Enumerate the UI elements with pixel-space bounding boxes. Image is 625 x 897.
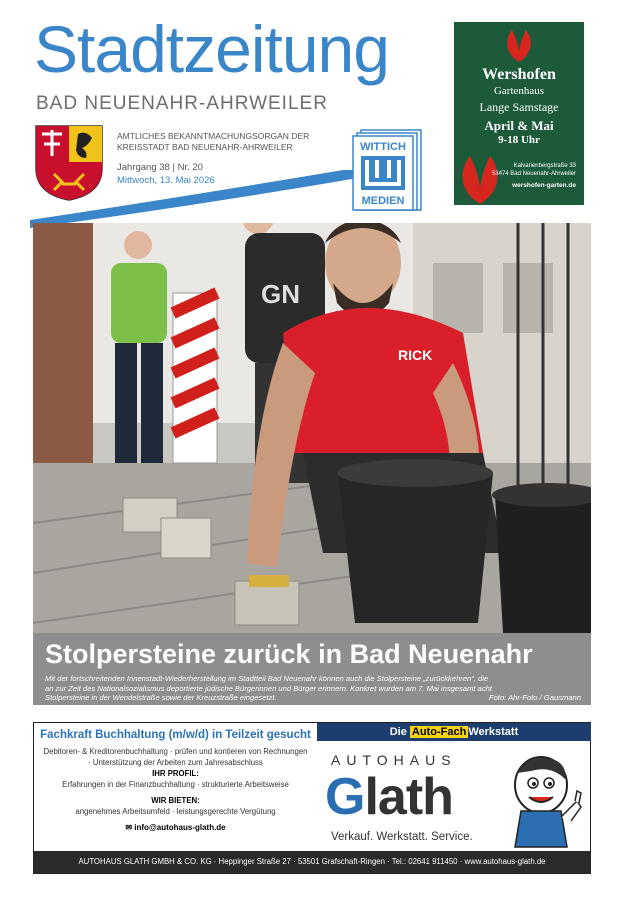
- job-task-2: · Unterstützung der Arbeiten zum Jahresabschluss: [88, 758, 263, 767]
- mascot-illustration: [501, 751, 585, 849]
- caption-line-2: an zur Zeit des Nationalsozialismus deportierte jüdische Bürgerinnen und Bürger erinnern. Konkret wurden am 7. Mai insgesamt acht: [45, 683, 492, 693]
- wershofen-website[interactable]: wershofen-garten.de: [512, 182, 576, 189]
- official-organ-label: [117, 131, 309, 153]
- glath-logo-g: G: [325, 768, 365, 826]
- wershofen-line2: April & Mai: [484, 118, 554, 133]
- wershofen-leaf-icon: [502, 28, 536, 64]
- caption-line-3: Stolpersteine in der Wendelstraße sowie der Kreuzstraße eingesetzt.: [45, 693, 277, 702]
- werkstatt-banner: [317, 723, 591, 741]
- caption-line-1: Mit der fortschreitenden Innenstadt-Wiederherstellung im Stadtteil Bad Neuenahr können auch die Stolpersteine „zurückkehren“, die: [45, 674, 489, 683]
- glath-logo-rest: lath: [364, 768, 453, 826]
- banner-highlight: Auto-Fach: [411, 726, 467, 738]
- wershofen-address: [492, 162, 576, 178]
- wershofen-address-1: Kalvarienbergstraße 33: [513, 163, 576, 169]
- job-title: Fachkraft Buchhaltung (m/w/d) in Teilzeit gesucht: [40, 729, 311, 741]
- medien-label: MEDIEN: [361, 195, 405, 207]
- glath-ad[interactable]: [33, 722, 591, 874]
- offer-heading: WIR BIETEN:: [151, 796, 200, 805]
- job-email-address[interactable]: info@autohaus-glath.de: [134, 823, 226, 832]
- issue-date: Mittwoch, 13. Mai 2026: [117, 175, 215, 186]
- wershofen-line1: Lange Samstage: [479, 100, 559, 114]
- wershofen-brand: Wershofen: [482, 66, 556, 83]
- wittich-logo-icon: [351, 128, 423, 212]
- wittich-label: WITTICH: [360, 141, 406, 153]
- banner-prefix: Die: [389, 726, 410, 738]
- job-task-1: Debitoren- & Kreditorenbuchhaltung · prüfen und kontieren von Rechnungen: [43, 747, 308, 756]
- newspaper-title: Stadtzeitung: [34, 12, 389, 86]
- wershofen-subbrand: Gartenhaus: [493, 85, 545, 97]
- newspaper-subtitle: BAD NEUENAHR-AHRWEILER: [36, 93, 328, 114]
- wershofen-ad[interactable]: [454, 22, 584, 205]
- profile-line: Erfahrungen in der Finanzbuchhaltung · strukturierte Arbeitsweise: [62, 780, 289, 789]
- cover-photo-illustration: [33, 223, 591, 633]
- wershofen-address-2: 53474 Bad Neuenahr-Ahrweiler: [491, 171, 576, 177]
- cover-photo: [33, 223, 591, 633]
- profile-heading: IHR PROFIL:: [152, 769, 199, 778]
- hoodie-text: GN: [261, 279, 300, 309]
- wershofen-hours: 9-18 Uhr: [498, 134, 540, 146]
- banner-suffix: Werkstatt: [468, 726, 519, 738]
- official-line-1: AMTLICHES BEKANNTMACHUNGSORGAN DER: [117, 131, 310, 141]
- job-email[interactable]: [34, 823, 317, 832]
- job-posting: [34, 723, 317, 851]
- issue-number: Jahrgang 38 | Nr. 20: [117, 162, 203, 173]
- glath-slogan: Verkauf. Werkstatt. Service.: [331, 831, 473, 843]
- glath-logo: [325, 767, 453, 827]
- photo-credit: Foto: Ahr-Foto / Gausmann: [488, 693, 581, 702]
- official-line-2: KREISSTADT BAD NEUENAHR-AHRWEILER: [117, 142, 293, 152]
- article-headline[interactable]: Stolpersteine zurück in Bad Neuenahr: [45, 639, 533, 669]
- shirt-text: RICK: [398, 347, 433, 363]
- offer-line: angenehmes Arbeitsumfeld · leistungsgerechte Vergütung: [75, 807, 276, 816]
- autohaus-label: AUTOHAUS: [331, 752, 457, 768]
- glath-brand-panel: [317, 723, 591, 851]
- envelope-icon: ✉: [125, 823, 133, 832]
- headline-band: [33, 633, 591, 705]
- glath-footer: AUTOHAUS GLATH GMBH & CO. KG · Heppinger Straße 27 · 53501 Grafschaft-Ringen · Tel.: 02641 911450 · www.autohaus-glath.de: [34, 851, 590, 873]
